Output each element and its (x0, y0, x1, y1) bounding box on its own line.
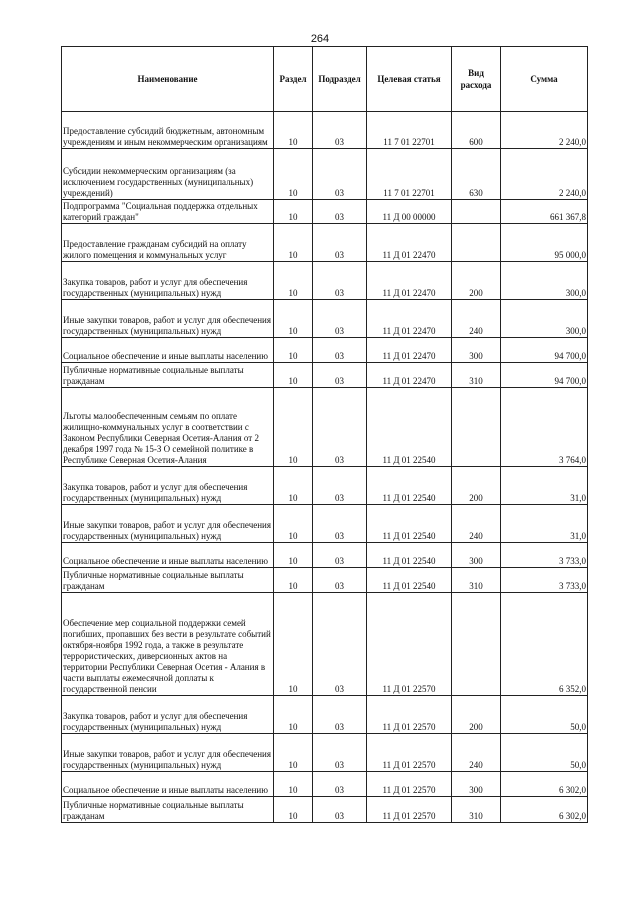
row-subsection: 03 (313, 262, 367, 300)
table-row (62, 112, 588, 149)
header-target-article: Целевая статья (367, 47, 452, 112)
row-amount: 300,0 (501, 300, 588, 338)
header-name: Наименование (62, 47, 274, 112)
table-row (62, 797, 588, 823)
row-name: Субсидии некоммерческим организациям (за исключением государственных (муниципальных) учреждений) (62, 149, 274, 200)
row-subsection: 03 (313, 300, 367, 338)
row-name: Льготы малообеспеченным семьям по оплате жилищно-коммунальных услуг в соответствии с Законом Республики Северная Осетия-Алания от 2 декабря 1997 года № 15-З О семейной политике в Республике Северная Осетия-Алания (62, 388, 274, 467)
table-row (62, 300, 588, 338)
row-subsection: 03 (313, 772, 367, 797)
row-target-article: 11 Д 01 22570 (367, 593, 452, 696)
row-amount: 2 240,0 (501, 149, 588, 200)
row-name: Закупка товаров, работ и услуг для обеспечения государственных (муниципальных) нужд (62, 696, 274, 734)
row-target-article: 11 Д 01 22470 (367, 363, 452, 388)
row-expense-type: 200 (452, 467, 501, 505)
row-section: 10 (274, 797, 313, 823)
table-row (62, 388, 588, 467)
row-expense-type: 240 (452, 300, 501, 338)
row-subsection: 03 (313, 112, 367, 149)
row-expense-type (452, 200, 501, 224)
row-expense-type: 300 (452, 772, 501, 797)
row-expense-type (452, 224, 501, 262)
row-expense-type: 600 (452, 112, 501, 149)
row-subsection: 03 (313, 568, 367, 593)
row-subsection: 03 (313, 467, 367, 505)
row-expense-type (452, 593, 501, 696)
row-name: Социальное обеспечение и иные выплаты населению (62, 543, 274, 568)
row-amount: 2 240,0 (501, 112, 588, 149)
table-header-row (62, 47, 588, 112)
row-name: Предоставление субсидий бюджетным, автономным учреждениям и иным некоммерческим организациям (62, 112, 274, 149)
row-section: 10 (274, 772, 313, 797)
row-section: 10 (274, 388, 313, 467)
budget-table (61, 46, 588, 823)
table-row (62, 262, 588, 300)
row-target-article: 11 Д 01 22540 (367, 568, 452, 593)
row-section: 10 (274, 543, 313, 568)
row-target-article: 11 Д 00 00000 (367, 200, 452, 224)
row-expense-type: 300 (452, 543, 501, 568)
row-name: Иные закупки товаров, работ и услуг для обеспечения государственных (муниципальных) нужд (62, 300, 274, 338)
row-amount: 6 302,0 (501, 772, 588, 797)
row-section: 10 (274, 734, 313, 772)
row-subsection: 03 (313, 593, 367, 696)
row-target-article: 11 Д 01 22540 (367, 388, 452, 467)
row-subsection: 03 (313, 505, 367, 543)
row-section: 10 (274, 505, 313, 543)
row-section: 10 (274, 568, 313, 593)
table-row (62, 200, 588, 224)
row-name: Публичные нормативные социальные выплаты гражданам (62, 797, 274, 823)
table-row (62, 149, 588, 200)
row-amount: 3 764,0 (501, 388, 588, 467)
header-subsection: Подраздел (313, 47, 367, 112)
row-amount: 3 733,0 (501, 543, 588, 568)
row-target-article: 11 Д 01 22470 (367, 224, 452, 262)
row-expense-type: 300 (452, 338, 501, 363)
table-row (62, 734, 588, 772)
row-section: 10 (274, 696, 313, 734)
row-expense-type: 240 (452, 734, 501, 772)
row-amount: 94 700,0 (501, 338, 588, 363)
header-section: Раздел (274, 47, 313, 112)
row-expense-type: 310 (452, 363, 501, 388)
table-row (62, 696, 588, 734)
row-name: Публичные нормативные социальные выплаты гражданам (62, 568, 274, 593)
header-expense-type: Вид расхода (452, 47, 501, 112)
row-section: 10 (274, 300, 313, 338)
row-amount: 50,0 (501, 734, 588, 772)
row-amount: 94 700,0 (501, 363, 588, 388)
row-amount: 31,0 (501, 505, 588, 543)
table-row (62, 363, 588, 388)
row-name: Закупка товаров, работ и услуг для обеспечения государственных (муниципальных) нужд (62, 467, 274, 505)
row-subsection: 03 (313, 363, 367, 388)
row-subsection: 03 (313, 734, 367, 772)
row-target-article: 11 7 01 22701 (367, 112, 452, 149)
row-section: 10 (274, 338, 313, 363)
row-amount: 6 352,0 (501, 593, 588, 696)
table-row (62, 543, 588, 568)
row-expense-type: 200 (452, 262, 501, 300)
row-name: Социальное обеспечение и иные выплаты населению (62, 338, 274, 363)
page-number: 264 (310, 33, 330, 45)
row-target-article: 11 7 01 22701 (367, 149, 452, 200)
row-expense-type (452, 388, 501, 467)
row-expense-type: 240 (452, 505, 501, 543)
header-amount: Сумма (501, 47, 588, 112)
table-row (62, 772, 588, 797)
table-row (62, 338, 588, 363)
row-target-article: 11 Д 01 22570 (367, 797, 452, 823)
row-name: Социальное обеспечение и иные выплаты населению (62, 772, 274, 797)
row-expense-type: 200 (452, 696, 501, 734)
row-name: Иные закупки товаров, работ и услуг для обеспечения государственных (муниципальных) нужд (62, 505, 274, 543)
row-name: Предоставление гражданам субсидий на оплату жилого помещения и коммунальных услуг (62, 224, 274, 262)
row-subsection: 03 (313, 200, 367, 224)
row-section: 10 (274, 149, 313, 200)
row-name: Подпрограмма "Социальная поддержка отдельных категорий граждан" (62, 200, 274, 224)
row-section: 10 (274, 363, 313, 388)
row-target-article: 11 Д 01 22470 (367, 300, 452, 338)
row-section: 10 (274, 200, 313, 224)
row-target-article: 11 Д 01 22470 (367, 262, 452, 300)
row-target-article: 11 Д 01 22570 (367, 696, 452, 734)
row-name: Обеспечение мер социальной поддержки семей погибших, пропавших без вести в результате событий октября-ноября 1992 года, а также в результате террористических, диверсионных актов на территории Республики Северная Осетия - Алания в части выплаты ежемесячной доплаты к государственной пенсии (62, 593, 274, 696)
table-row (62, 593, 588, 696)
row-amount: 95 000,0 (501, 224, 588, 262)
row-amount: 300,0 (501, 262, 588, 300)
row-name: Закупка товаров, работ и услуг для обеспечения государственных (муниципальных) нужд (62, 262, 274, 300)
row-subsection: 03 (313, 543, 367, 568)
row-amount: 3 733,0 (501, 568, 588, 593)
table-row (62, 224, 588, 262)
row-name: Публичные нормативные социальные выплаты гражданам (62, 363, 274, 388)
row-amount: 50,0 (501, 696, 588, 734)
row-section: 10 (274, 224, 313, 262)
row-subsection: 03 (313, 797, 367, 823)
table-row (62, 505, 588, 543)
row-section: 10 (274, 112, 313, 149)
row-section: 10 (274, 262, 313, 300)
table-row (62, 467, 588, 505)
row-amount: 31,0 (501, 467, 588, 505)
row-subsection: 03 (313, 224, 367, 262)
row-section: 10 (274, 467, 313, 505)
table-row (62, 568, 588, 593)
row-expense-type: 630 (452, 149, 501, 200)
row-target-article: 11 Д 01 22540 (367, 467, 452, 505)
row-target-article: 11 Д 01 22570 (367, 734, 452, 772)
row-subsection: 03 (313, 149, 367, 200)
row-target-article: 11 Д 01 22540 (367, 505, 452, 543)
row-target-article: 11 Д 01 22540 (367, 543, 452, 568)
row-amount: 6 302,0 (501, 797, 588, 823)
row-target-article: 11 Д 01 22470 (367, 338, 452, 363)
row-amount: 661 367,8 (501, 200, 588, 224)
row-expense-type: 310 (452, 568, 501, 593)
row-subsection: 03 (313, 696, 367, 734)
row-expense-type: 310 (452, 797, 501, 823)
row-name: Иные закупки товаров, работ и услуг для обеспечения государственных (муниципальных) нужд (62, 734, 274, 772)
row-subsection: 03 (313, 388, 367, 467)
row-target-article: 11 Д 01 22570 (367, 772, 452, 797)
row-section: 10 (274, 593, 313, 696)
row-subsection: 03 (313, 338, 367, 363)
table-body (62, 112, 588, 823)
